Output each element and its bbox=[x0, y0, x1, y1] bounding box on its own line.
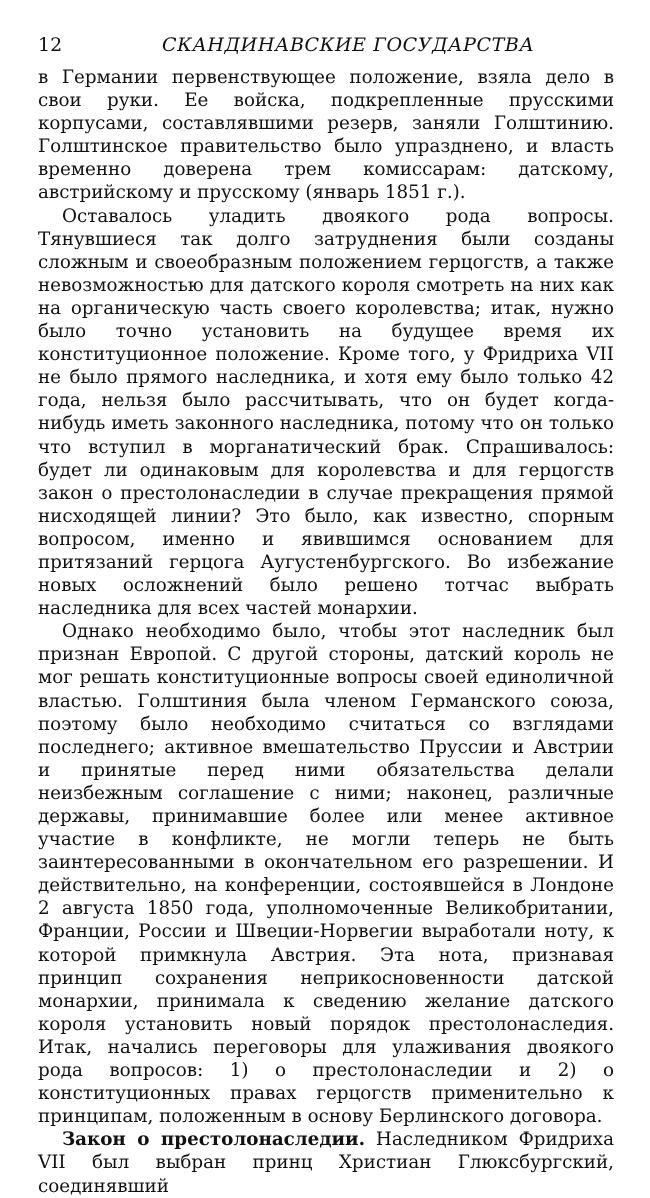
paragraph-continued: в Германии первенствующее положение, взяла дело в свои руки. Ее войска, подкрепленные прусскими корпусами, составлявшими резерв, заняли Голштинию. Голштинское правительство было упразднено, и власть временно доверена трем комиссарам: датскому, австрийскому и прусскому (январь 1851 г.). bbox=[38, 67, 614, 204]
paragraph: Оставалось уладить двоякого рода вопросы. Тянувшиеся так долго затруднения были созданы сложным и своеобразным положением герцогств, а также невозможностью для датского короля смотреть на них как на органическую часть своего королевства; итак, нужно было точно установить на будущее время их конституционное положение. Кроме того, у Фридриха VII не было прямого наследника, и хотя ему было только 42 года, нельзя было рассчитывать, что он будет когда-нибудь иметь законного наследника, потому что он только что вступил в морганатический брак. Спрашивалось: будет ли одинаковым для королевства и для герцогств закон о престолонаследии в случае прекращения прямой нисходящей линии? Это было, как известно, спорным вопросом, именно и явившимся основанием для притязаний герцога Аугустенбургского. Во избежание новых осложнений было решено тотчас выбрать наследника для всех частей монархии. bbox=[38, 205, 614, 620]
page-number: 12 bbox=[38, 34, 63, 56]
running-title: СКАНДИНАВСКИЕ ГОСУДАРСТВА bbox=[162, 34, 535, 56]
section-paragraph bbox=[38, 1128, 614, 1197]
section-heading: Закон о престолонаследии. bbox=[62, 1129, 365, 1151]
book-page bbox=[38, 30, 614, 1198]
section-text: Наследником Фридриха VII был выбран принц Христиан Глюксбургский, соединявший bbox=[38, 1129, 614, 1197]
paragraph: Однако необходимо было, чтобы этот наследник был признан Европой. С другой стороны, датский король не мог решать конституционные вопросы своей единоличной властью. Голштиния была членом Германского союза, поэтому было необходимо считаться со взглядами последнего; активное вмешательство Пруссии и Австрии и принятые перед ними обязательства делали неизбежным соглашение с ними; наконец, различные державы, принимавшие более или менее активное участие в конфликте, не могли теперь не быть заинтересованными в окончательном его разрешении. И действительно, на конференции, состоявшейся в Лондоне 2 августа 1850 года, уполномоченные Великобритании, Франции, России и Швеции-Норвегии выработали ноту, к которой примкнула Австрия. Эта нота, признавая принцип сохранения неприкосновенности датской монархии, принимала к сведению желание датского короля установить новый порядок престолонаследия. Итак, начались переговоры для улаживания двоякого рода вопросов: 1) о престолонаследии и 2) о конституционных правах герцогств применительно к принципам, положенным в основу Берлинского договора. bbox=[38, 621, 614, 1128]
body-text bbox=[38, 66, 614, 1198]
page-header bbox=[38, 30, 614, 60]
